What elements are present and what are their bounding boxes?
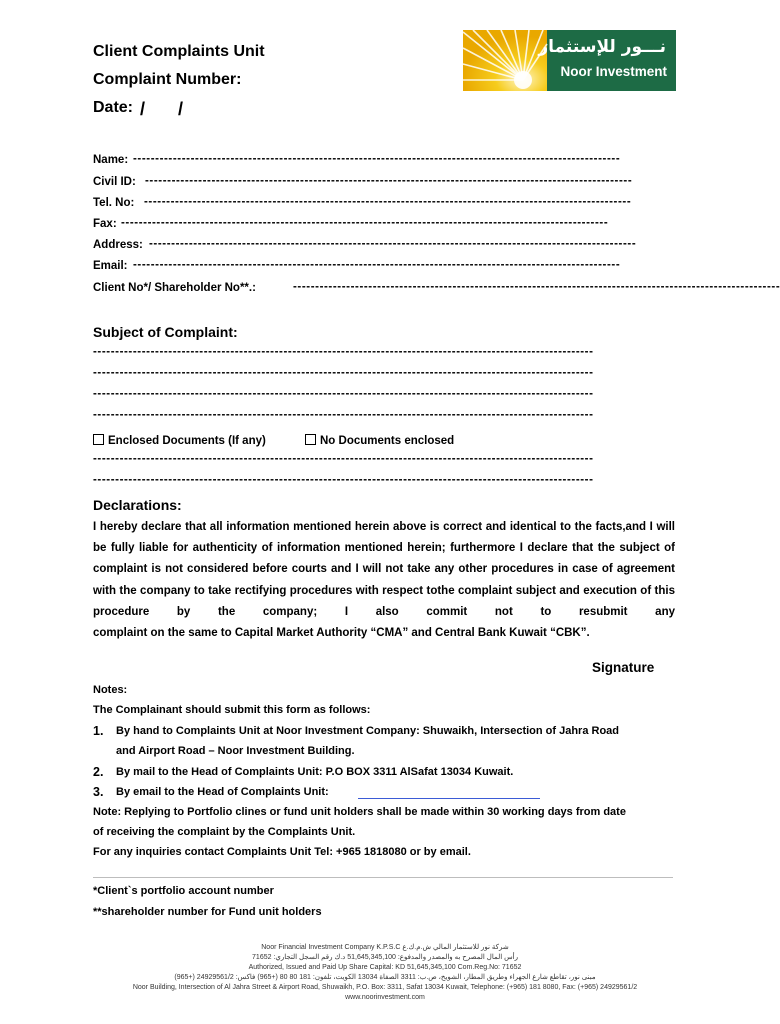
note-number: 1.: [93, 724, 104, 738]
subject-line[interactable]: -----------------------------------------------------------------------------------------------------------------: [93, 388, 594, 400]
declarations-last-line: complaint on the same to Capital Market Authority “CMA” and Central Bank Kuwait “CBK”.: [93, 627, 590, 640]
subject-line[interactable]: -----------------------------------------------------------------------------------------------------------------: [93, 367, 594, 379]
footnote-client: *Client`s portfolio account number: [93, 885, 274, 897]
noor-logo: [463, 30, 676, 91]
date-slash-1: /: [140, 99, 146, 119]
civil-id-label: Civil ID:: [93, 176, 136, 188]
no-documents-option[interactable]: [305, 434, 454, 447]
inquiries-note: For any inquiries contact Complaints Unit Tel: +965 1818080 or by email.: [93, 846, 471, 858]
client-no-label: Client No*/ Shareholder No**.:: [93, 282, 256, 294]
declarations-body: [93, 517, 675, 644]
footnote-divider: [93, 877, 673, 878]
sunburst-icon: [463, 30, 547, 91]
note-number: 3.: [93, 785, 104, 799]
note-item-1-line2: and Airport Road – Noor Investment Building.: [116, 745, 355, 757]
name-line[interactable]: --------------------------------------------------------------------------------------------------------------: [133, 153, 621, 165]
email-label: Email:: [93, 260, 128, 272]
no-documents-label: No Documents enclosed: [320, 435, 455, 447]
fax-label: Fax:: [93, 218, 117, 230]
address-label: Address:: [93, 239, 143, 251]
documents-line[interactable]: -----------------------------------------------------------------------------------------------------------------: [93, 453, 594, 465]
footer-line: Authorized, Issued and Paid Up Share Capital: KD 51,645,345,100 Com.Reg.No: 71652: [248, 964, 522, 971]
name-label: Name:: [93, 154, 129, 166]
footer-line: رأس المال المصرح به والمصدر والمدفوع: 51,645,345,100 د.ك رقم السجل التجاري: 71652: [252, 954, 518, 961]
date-slash-2: /: [178, 99, 184, 119]
checkbox-icon[interactable]: [305, 434, 316, 445]
note-item-1-line1: By hand to Complaints Unit at Noor Investment Company: Shuwaikh, Intersection of Jahra Road: [116, 725, 620, 737]
enclosed-documents-label: Enclosed Documents (If any): [108, 435, 266, 447]
checkbox-icon[interactable]: [93, 434, 104, 445]
email-line[interactable]: --------------------------------------------------------------------------------------------------------------: [133, 259, 621, 271]
date-label: Date:: [93, 99, 134, 116]
notes-intro: The Complainant should submit this form as follows:: [93, 704, 371, 716]
footer-line: Noor Building, Intersection of Al Jahra Street & Airport Road, Shuwaikh, P.O. Box: 3311, Safat 13034 Kuwait, Telephone: (+965) 181 8080, Fax: (+965) 24929561/2: [132, 984, 638, 991]
note-number: 2.: [93, 765, 104, 779]
email-underline[interactable]: [358, 798, 540, 799]
client-no-line[interactable]: --------------------------------------------------------------------------------------------------------------: [293, 281, 780, 293]
reply-note-line1: Note: Replying to Portfolio clines or fund unit holders shall be made within 30 working days from date: [93, 806, 626, 818]
tel-label: Tel. No:: [93, 197, 135, 209]
documents-line[interactable]: -----------------------------------------------------------------------------------------------------------------: [93, 474, 594, 486]
declarations-text: I hereby declare that all information mentioned herein above is correct and identical to the facts,and I will be fully liable for authenticity of information mentioned herein; furthermore I declare that the subject of complaint is not considered before courts and I will not take any other procedures in case of agreement with the company to take rectifying procedures with respect tothe complaint subject and execution of this procedure by the company; I also commit not to resubmit any: [93, 521, 675, 618]
footnote-shareholder: **shareholder number for Fund unit holders: [93, 906, 322, 918]
note-item-3: By email to the Head of Complaints Unit:: [116, 786, 329, 798]
unit-title: Client Complaints Unit: [93, 43, 265, 60]
fax-line[interactable]: --------------------------------------------------------------------------------------------------------------: [121, 217, 609, 229]
footer-line: Noor Financial Investment Company K.P.S.C شركة نور للاستثمار المالي ش.م.ك.ع: [261, 944, 509, 951]
subject-line[interactable]: -----------------------------------------------------------------------------------------------------------------: [93, 346, 594, 358]
footer-line: مبنى نور، تقاطع شارع الجهراء وطريق المطار، الشويخ، ص.ب: 3311 الصفاة 13034 الكويت، تلفون: 181 80 80 (+965) فاكس: 24929561/2 (+965): [174, 974, 596, 981]
subject-title: Subject of Complaint:: [93, 324, 238, 340]
note-item-2: By mail to the Head of Complaints Unit: P.O BOX 3311 AlSafat 13034 Kuwait.: [116, 766, 514, 778]
footer-website[interactable]: www.noorinvestment.com: [345, 994, 425, 1001]
enclosed-documents-option[interactable]: [93, 434, 266, 447]
reply-note-line2: of receiving the complaint by the Complaints Unit.: [93, 826, 356, 838]
declarations-title: Declarations:: [93, 497, 182, 513]
logo-arabic-text: نـــور للإستثمار: [538, 37, 666, 57]
complaint-number-label: Complaint Number:: [93, 71, 242, 88]
subject-line[interactable]: -----------------------------------------------------------------------------------------------------------------: [93, 409, 594, 421]
civil-id-line[interactable]: --------------------------------------------------------------------------------------------------------------: [145, 175, 633, 187]
company-footer: [110, 943, 660, 1003]
tel-line[interactable]: --------------------------------------------------------------------------------------------------------------: [144, 196, 632, 208]
logo-english-text: Noor Investment: [560, 64, 667, 79]
notes-title: Notes:: [93, 684, 128, 696]
address-line[interactable]: --------------------------------------------------------------------------------------------------------------: [149, 238, 637, 250]
signature-label: Signature: [592, 660, 655, 675]
